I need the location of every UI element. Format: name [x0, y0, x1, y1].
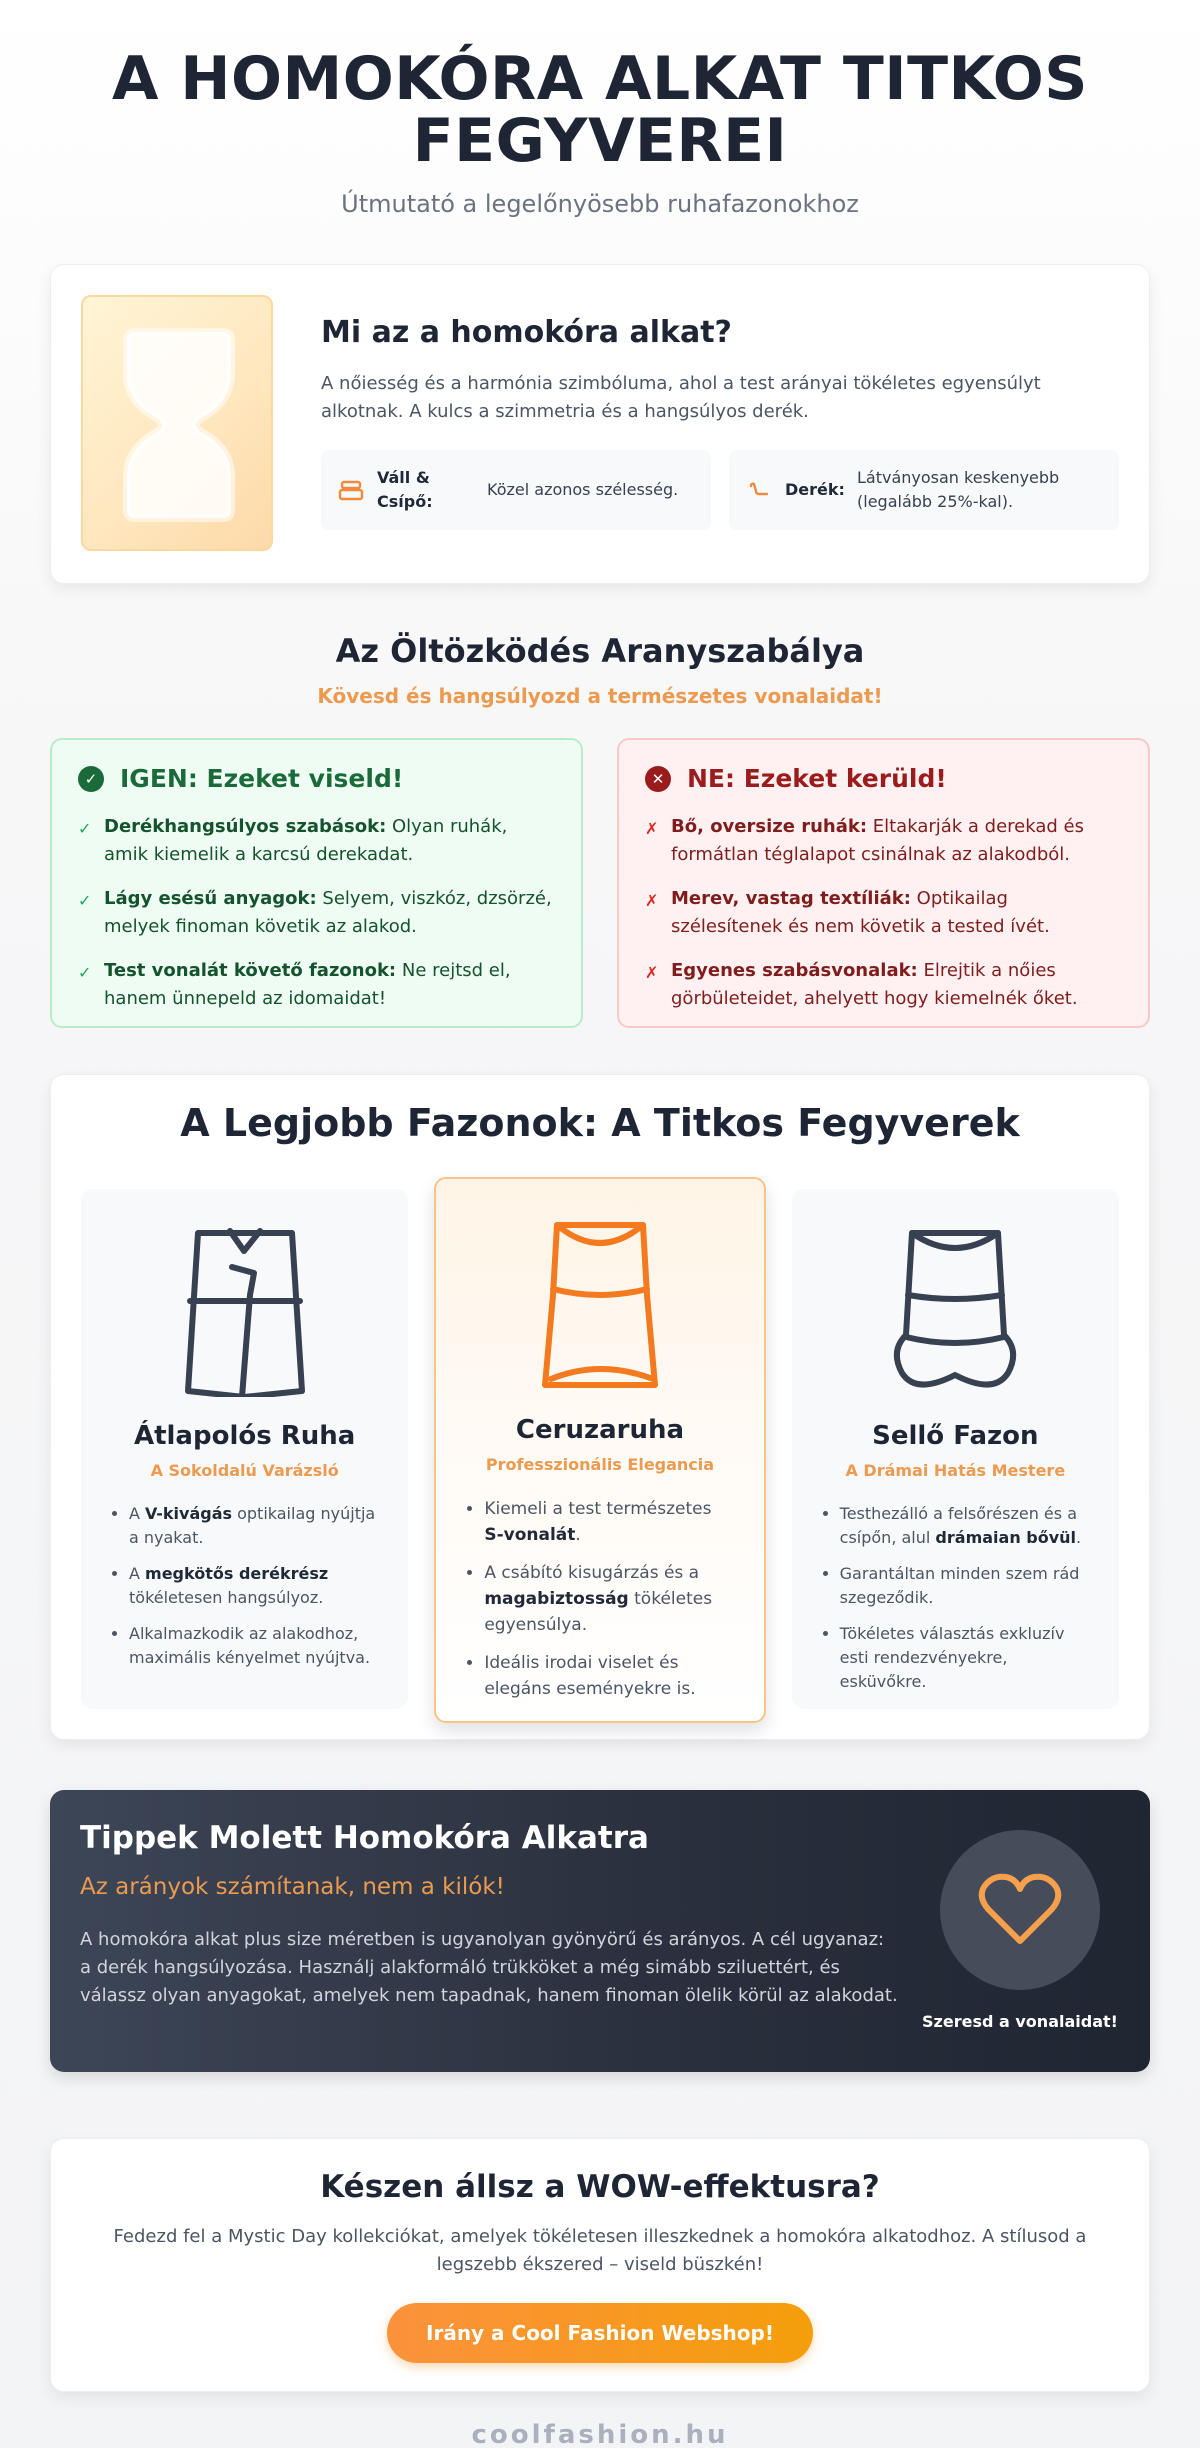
check-icon: ✓	[78, 819, 92, 838]
webshop-button[interactable]: Irány a Cool Fashion Webshop!	[387, 2303, 813, 2363]
style-card-mermaid-dress	[792, 1189, 1119, 1709]
style-card-wrap-dress	[81, 1189, 408, 1709]
page-title-line2: FEGYVEREI	[412, 106, 788, 176]
tips-title: Tippek Molett Homokóra Alkatra	[80, 1820, 649, 1856]
pencil-dress-icon	[535, 1219, 665, 1391]
mermaid-dress-icon	[890, 1225, 1020, 1397]
list-item: ✓ Test vonalát követő fazonok: Ne rejtsd el, hanem ünnepeld az idomaidat!	[78, 957, 555, 1013]
cta-card	[50, 2138, 1150, 2392]
trait-value: Közel azonos szélesség.	[487, 480, 679, 499]
page-title-line1: A HOMOKÓRA ALKAT TITKOS	[111, 44, 1089, 114]
check-icon: ✓	[78, 963, 92, 982]
do-title: IGEN: Ezeket viseld!	[120, 764, 404, 793]
heart-icon	[940, 1830, 1100, 1990]
list-item: • A megkötős derékrész tökéletesen hangsúlyoz.	[129, 1562, 380, 1610]
cta-text: Fedezd fel a Mystic Day kollekciókat, amelyek tökéletesen illeszkednek a homokóra alkatodhoz. A stílusod a legszebb ékszered – viseld büszkén!	[113, 2226, 1087, 2275]
list-item: ✓ Lágy esésű anyagok: Selyem, viszkóz, dzsörzé, melyek finoman követik az alakod.	[78, 885, 555, 941]
list-item: ✗ Egyenes szabásvonalak: Elrejtik a nőies görbületeidet, ahelyett hogy kiemelnék őket.	[645, 957, 1122, 1013]
list-item: • Kiemeli a test természetes S-vonalát.	[484, 1496, 735, 1548]
trait-label: Váll & Csípő:	[377, 468, 433, 511]
layers-icon	[337, 476, 365, 504]
cta-title: Készen állsz a WOW-effektusra?	[320, 2169, 880, 2205]
do-card	[50, 738, 583, 1028]
list-item: • Tökéletes választás exkluzív esti rendezvényekre, esküvőkre.	[840, 1622, 1091, 1694]
footer-brand[interactable]: coolfashion.hu	[471, 2420, 729, 2448]
trait-label: Derék:	[785, 480, 845, 499]
page-subtitle: Útmutató a legelőnyösebb ruhafazonokhoz	[341, 190, 859, 218]
cross-icon: ✗	[645, 819, 659, 838]
styles-title: A Legjobb Fazonok: A Titkos Fegyverek	[180, 1101, 1020, 1145]
cross-icon: ✗	[645, 891, 659, 910]
style-subtitle: A Sokoldalú Varázsló	[150, 1461, 339, 1480]
list-item: • A csábító kisugárzás és a magabiztosság tökéletes egyensúlya.	[484, 1560, 735, 1638]
style-subtitle: A Drámai Hatás Mestere	[845, 1461, 1066, 1480]
rule-subtitle: Kövesd és hangsúlyozd a természetes vonalaidat!	[317, 684, 883, 708]
plus-size-tips-banner	[50, 1790, 1150, 2072]
golden-rule-section	[50, 632, 1150, 708]
list-item: • Garantáltan minden szem rád szegeződik.	[840, 1562, 1091, 1610]
tips-text: A homokóra alkat plus size méretben is ugyanolyan gyönyörű és arányos. A cél ugyanaz: a derék hangsúlyozása. Használj alakformáló trükköket a még simább sziluettért, és válassz olyan anyagokat, amelyek nem tapadnak, hanem finoman ölelik körül az alakodat.	[80, 1929, 898, 2006]
style-name: Ceruzaruha	[515, 1415, 685, 1445]
cross-icon: ✗	[645, 963, 659, 982]
whatis-text: A nőiesség és a harmónia szimbóluma, ahol a test arányai tökéletes egyensúlyt alkotnak. A kulcs a szimmetria és a hangsúlyos derék.	[321, 373, 1041, 422]
rule-title: Az Öltözködés Aranyszabálya	[335, 632, 865, 670]
style-subtitle: Professzionális Elegancia	[485, 1455, 715, 1474]
list-item: ✗ Bő, oversize ruhák: Eltakarják a derekad és formátlan téglalapot csinálnak az alakodból.	[645, 813, 1122, 869]
dont-card	[617, 738, 1150, 1028]
trait-waist	[729, 450, 1119, 530]
page-title	[50, 44, 1150, 176]
whatis-card	[50, 264, 1150, 584]
hero	[50, 0, 1150, 218]
check-icon: ✓	[78, 891, 92, 910]
style-name: Sellő Fazon	[872, 1421, 1039, 1451]
x-circle-icon: ✕	[645, 766, 671, 792]
list-item: • Testhezálló a felsőrészen és a csípőn, alul drámaian bővül.	[840, 1502, 1091, 1550]
trait-shoulder-hip	[321, 450, 711, 530]
tips-caption: Szeresd a vonalaidat!	[922, 2012, 1118, 2031]
list-item: ✓ Derékhangsúlyos szabások: Olyan ruhák, amik kiemelik a karcsú derekadat.	[78, 813, 555, 869]
tips-subtitle: Az arányok számítanak, nem a kilók!	[80, 1874, 505, 1900]
check-circle-icon: ✓	[78, 766, 104, 792]
list-item: • Ideális irodai viselet és elegáns eseményekre is.	[484, 1650, 735, 1702]
dont-title: NE: Ezeket kerüld!	[687, 764, 947, 793]
styles-section	[50, 1074, 1150, 1740]
wrap-dress-icon	[180, 1225, 310, 1397]
hourglass-icon	[81, 295, 273, 551]
list-item: ✗ Merev, vastag textíliák: Optikailag szélesítenek és nem követik a tested ívét.	[645, 885, 1122, 941]
whatis-title: Mi az a homokóra alkat?	[321, 315, 732, 350]
list-item: • A V-kivágás optikailag nyújtja a nyakat.	[129, 1502, 380, 1550]
tape-measure-icon	[745, 476, 773, 504]
trait-value: Látványosan keskenyebb (legalább 25%-kal).	[857, 468, 1060, 511]
style-card-pencil-dress	[434, 1177, 765, 1723]
style-name: Átlapolós Ruha	[133, 1421, 356, 1451]
list-item: • Alkalmazkodik az alakodhoz, maximális kényelmet nyújtva.	[129, 1622, 380, 1670]
